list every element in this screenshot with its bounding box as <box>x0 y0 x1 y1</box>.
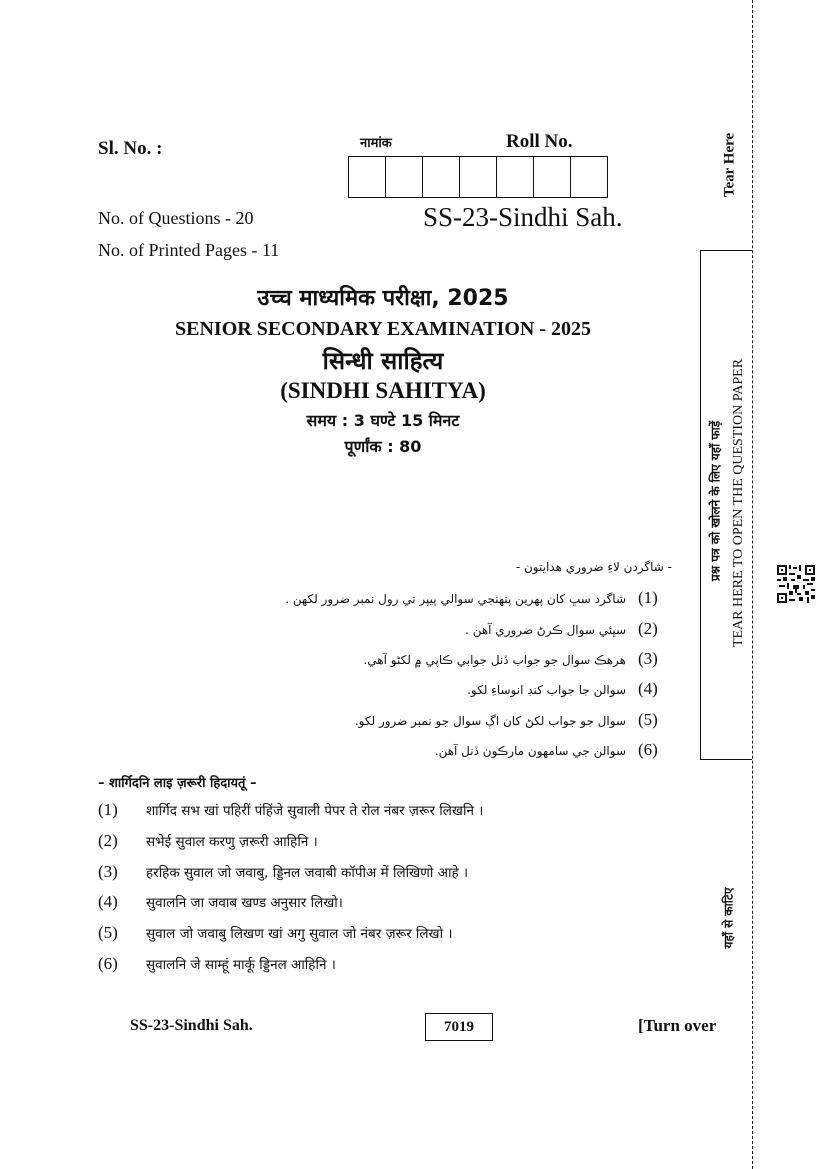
qr-code-icon <box>777 565 815 603</box>
sindhi-instruction-item: (5) سوال جو جواب لکڻ کان اڳ سوال جو نمبر ضرور لکو. <box>354 710 658 729</box>
sindhi-instruction-item: (1) شاگرد سڀ کان پهرين پنهنجي سوالي پيپر تي رول نمبر ضرور لکهن . <box>285 588 658 607</box>
subject-title-hindi: सिन्धी साहित्य <box>322 347 444 375</box>
hindi-instructions-heading: – शार्गिदनि लाइ ज़रूरी हिदायतूं – <box>98 776 257 791</box>
serial-number-label: Sl. No. : <box>98 138 163 159</box>
roll-number-label: Roll No. <box>506 131 573 152</box>
exam-title-hindi: उच्च माध्यमिक परीक्षा, 2025 <box>257 286 509 311</box>
hindi-instruction-item: (1) शार्गिद सभ खां पहिरीं पंहिंजे सुवाली पेपर ते रोल नंबर ज़रूर लिखनि । <box>98 800 484 819</box>
tear-instruction-english: TEAR HERE TO OPEN THE QUESTION PAPER <box>731 358 746 648</box>
footer-paper-code: SS-23-Sindhi Sah. <box>130 1017 253 1034</box>
subject-title-english: (SINDHI SAHITYA) <box>280 378 486 403</box>
roll-number-boxes[interactable] <box>348 156 608 198</box>
tear-instruction-hindi: प्रश्न पत्र को खोलने के लिए यहाँ फाड़ें <box>708 420 723 582</box>
exam-title-english: SENIOR SECONDARY EXAMINATION - 2025 <box>175 318 591 340</box>
paper-code: SS-23-Sindhi Sah. <box>423 202 623 232</box>
sindhi-instruction-item: (6) سوالن جي سامهون مارڪون ڏنل آهن. <box>434 740 658 759</box>
sindhi-instruction-item: (4) سوالن جا جواب کنڊ انوساءِ لکو. <box>467 679 658 698</box>
sindhi-instruction-item: (2) سڀئي سوال ڪرڻ ضروري آهن . <box>465 619 658 638</box>
sindhi-instruction-item: (3) هرهڪ سوال جو جواب ڏنل جوابي ڪاپي ۾ لکڻو آهي. <box>363 649 658 668</box>
maximum-marks: पूर्णांक : 80 <box>344 437 422 456</box>
sindhi-instructions-heading: - شاگردن لاءِ ضروري هدايتون - <box>515 560 672 574</box>
exam-time: समय : 3 घण्टे 15 मिनट <box>306 411 460 430</box>
cut-here-label: यहाँ से काटिए <box>721 887 736 949</box>
paper-code-number-box: 7019 <box>425 1013 493 1041</box>
hindi-instruction-item: (2) सभेई सुवाल करणु ज़रूरी आहिनि । <box>98 831 318 850</box>
hindi-instruction-item: (3) हरहिक सुवाल जो जवाबु, ड्डिनल जवाबी कॉपीअ में लिखिणो आहे । <box>98 862 469 881</box>
hindi-instruction-item: (4) सुवालनि जा जवाब खण्ड अनुसार लिखो। <box>98 892 343 911</box>
tear-here-label: Tear Here <box>721 132 738 198</box>
turn-over-label: [Turn over <box>638 1016 717 1035</box>
number-of-questions: No. of Questions - 20 <box>98 208 254 228</box>
hindi-instruction-item: (5) सुवाल जो जवाबु लिखण खां अगु सुवाल जो नंबर ज़रूर लिखो । <box>98 923 453 942</box>
number-of-pages: No. of Printed Pages - 11 <box>98 240 280 260</box>
hindi-instruction-item: (6) सुवालनि जे साम्हूं मार्कू ड्डिनल आहिनि । <box>98 954 336 973</box>
namank-label: नामांक <box>360 136 392 151</box>
